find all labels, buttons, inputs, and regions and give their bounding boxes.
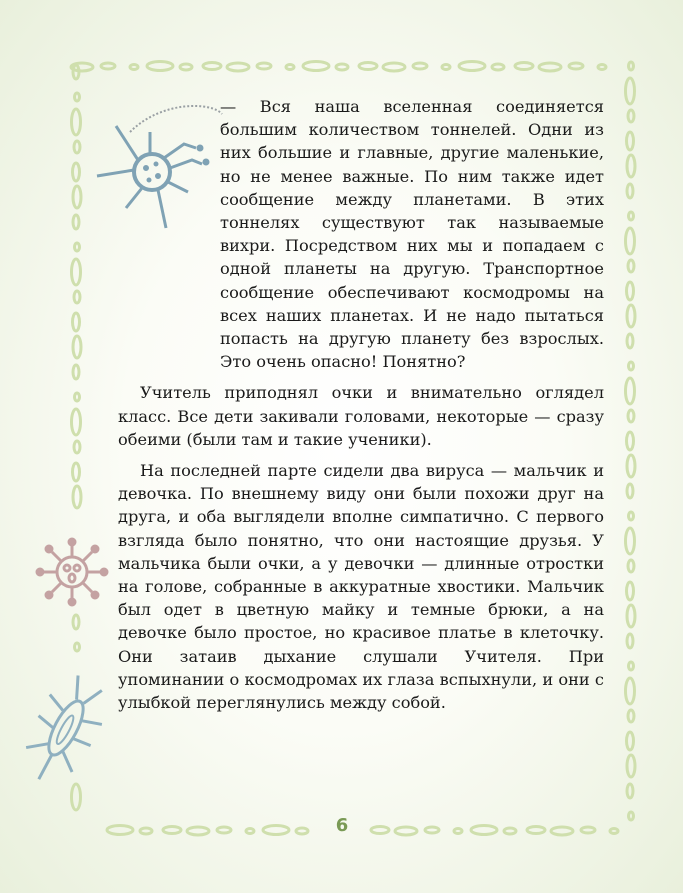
frame-oval [163,827,181,834]
frame-oval [442,65,450,70]
frame-oval [73,463,80,481]
frame-oval [598,65,606,70]
frame-oval [73,186,81,208]
frame-oval [180,64,192,70]
frame-oval [471,826,497,835]
frame-oval [359,63,377,70]
frame-oval [629,212,634,220]
body-text [118,95,604,714]
frame-oval [627,184,633,198]
frame-oval [257,63,271,69]
frame-oval [539,63,561,71]
frame-oval [628,410,634,422]
frame-oval [383,63,405,71]
frame-oval [454,829,462,834]
paramecium-icon [12,668,117,793]
frame-oval [73,163,80,181]
frame-oval [246,829,254,834]
frame-oval [75,393,80,401]
frame-oval [73,365,79,379]
frame-oval [73,65,79,79]
frame-oval [627,755,635,777]
frame-oval [627,334,633,348]
frame-oval [395,827,417,835]
frame-oval [629,62,634,70]
frame-oval [551,827,573,835]
frame-oval [627,155,635,177]
frame-oval [74,291,80,303]
frame-oval [628,260,634,272]
frame-oval [492,64,504,70]
paragraph: На последней парте сидели два вируса — мальчик и девочка. По внешнему виду они были похожи друг на друга, и оба выглядели вполне симпатично. С первого взгляда было понятно, что они настоящие друзья. У мальчика были очки, а у девочки — длинные отростки на голове, собранные в аккуратные хвостики. Мальчик был одет в цветную майку и темные брюки, а на девочке было простое, но красивое платье в клеточку. Они затаив дыхание слушали Учителя. При упоминании о космодромах их глаза вспыхнули, и они с улыбкой переглянулись между собой. [118,461,604,713]
frame-oval [627,432,634,450]
frame-oval [303,62,329,71]
frame-oval [74,441,80,453]
frame-oval [73,215,79,229]
frame-oval [627,784,633,798]
frame-oval [628,710,634,722]
frame-oval [629,512,634,520]
frame-oval [629,662,634,670]
frame-oval [626,528,635,554]
frame-oval [101,63,115,69]
frame-oval [107,826,133,835]
frame-oval [286,65,294,70]
frame-oval [75,93,80,101]
frame-oval [203,63,221,70]
frame-oval [610,829,618,834]
paragraph: — Вся наша вселенная соединяется большим количеством тоннелей. Одни из них большие и главные, другие маленькие, но не менее важные. По ним также идет сообщение между планетами. В этих тоннелях существуют так называемые вихри. Посредством них мы и попадаем с одной планеты на другую. Транспортное сообщение обеспечивают космодромы на всех наших планетах. И не надо пытаться попасть на другую планету без взрослых. Это очень опасно! Понятно? [220,97,604,372]
frame-oval [626,378,635,404]
frame-oval [626,228,635,254]
frame-oval [296,828,308,834]
frame-oval [72,259,81,285]
frame-oval [425,827,439,833]
frame-oval [336,64,348,70]
frame-oval [413,63,427,69]
frame-oval [627,132,634,150]
frame-oval [515,63,533,70]
frame-oval [527,827,545,834]
frame-oval [72,784,81,810]
frame-oval [627,282,634,300]
frame-oval [627,305,635,327]
frame-oval [569,63,583,69]
frame-oval [629,362,634,370]
frame-oval [74,141,80,153]
page-number: 6 [335,815,349,836]
frame-oval [263,826,289,835]
frame-oval [627,484,633,498]
frame-oval [73,336,81,358]
frame-oval [627,582,634,600]
pink-virus-icon [37,539,107,605]
frame-oval [187,827,209,835]
frame-oval [147,62,173,71]
paragraph: Учитель приподнял очки и внимательно оглядел класс. Все дети закивали головами, некоторые — сразу обеими (были там и такие ученики). [118,383,604,449]
frame-oval [371,827,389,834]
frame-oval [459,62,485,71]
frame-oval [72,409,81,435]
frame-oval [73,486,81,508]
frame-oval [217,827,231,833]
frame-oval [626,78,635,104]
frame-oval [627,455,635,477]
frame-oval [628,110,634,122]
frame-oval [75,643,80,651]
frame-oval [140,828,152,834]
frame-oval [73,615,79,629]
frame-oval [627,732,634,750]
frame-oval [581,827,595,833]
frame-oval [75,243,80,251]
frame-oval [504,828,516,834]
frame-oval [628,560,634,572]
frame-oval [627,605,635,627]
frame-oval [130,65,138,70]
frame-oval [629,812,634,820]
frame-oval [227,63,249,71]
frame-oval [73,313,80,331]
frame-oval [72,109,81,135]
frame-oval [627,634,633,648]
frame-oval [626,678,635,704]
